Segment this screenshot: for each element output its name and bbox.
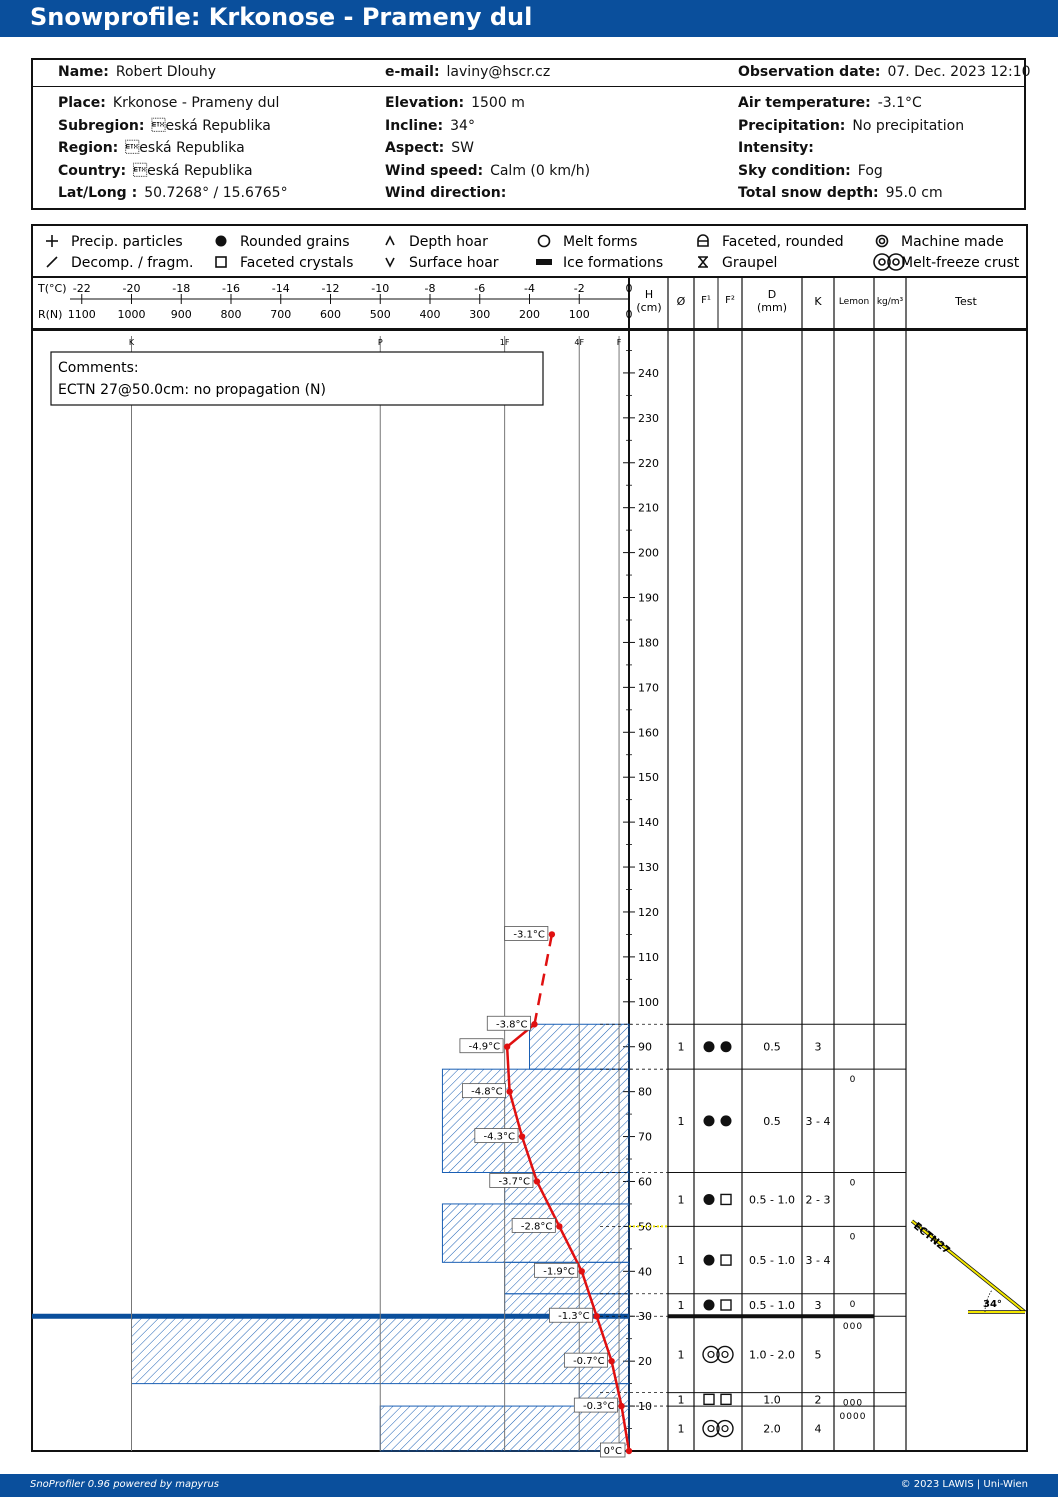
layer-grain-form <box>704 1300 732 1311</box>
temperature-label: -0.7°C <box>573 1356 605 1368</box>
height-tick-label: 40 <box>638 1265 652 1279</box>
layer-grain-form <box>703 1421 733 1437</box>
temperature-label: 0°C <box>603 1446 622 1457</box>
layer-hand-hardness: 3 - 4 <box>805 1114 831 1128</box>
rounded-grain-icon <box>721 1041 732 1052</box>
legend-label: Faceted, rounded <box>722 234 844 250</box>
rounded-grain-icon <box>704 1041 715 1052</box>
graupel <box>698 257 708 267</box>
square <box>216 257 226 267</box>
layer-grain-form <box>704 1255 732 1266</box>
layer-grain-size: 1.0 <box>763 1393 781 1407</box>
temperature-segment <box>534 934 551 1024</box>
layer-wetness: 1 <box>677 1393 685 1407</box>
height-tick-label: 20 <box>638 1355 652 1369</box>
legend-label: Melt forms <box>563 234 638 250</box>
layer-grain-size: 0.5 <box>763 1114 781 1128</box>
temperature-point <box>549 931 555 937</box>
filled-circle-icon <box>216 236 227 247</box>
ram-tick-label: 1100 <box>67 308 96 321</box>
layer-hand-hardness: 2 - 3 <box>805 1193 831 1207</box>
temperature-point <box>608 1358 614 1364</box>
ram-tick-label: 800 <box>220 308 242 321</box>
melt-freeze-icon <box>708 1426 714 1432</box>
layer-lemon-count: 0 <box>849 1232 857 1243</box>
layer-lemon-count: 0 <box>849 1299 857 1310</box>
faceted-crystal-icon <box>721 1255 731 1265</box>
height-tick-label: 180 <box>638 636 659 650</box>
slash <box>47 257 57 267</box>
slash-icon <box>47 257 57 267</box>
temperature-label: -2.8°C <box>520 1221 553 1233</box>
height-tick-label: 50 <box>638 1220 652 1234</box>
temperature-label: -1.3°C <box>558 1311 590 1323</box>
height-tick-label: 80 <box>638 1085 652 1099</box>
layer-wetness: 1 <box>677 1114 685 1128</box>
layer-wetness: 1 <box>677 1348 685 1362</box>
ram-tick-label: 600 <box>320 308 341 321</box>
plus-icon <box>46 235 58 247</box>
layer-hand-hardness: 3 <box>814 1040 822 1054</box>
ram-tick-label: 100 <box>568 308 590 321</box>
temp-tick-label: -6 <box>474 282 486 295</box>
layer-wetness: 1 <box>677 1193 685 1207</box>
open-circle-icon <box>539 236 550 247</box>
page-title: Snowprofile: Krkonose - Prameny dul <box>30 3 533 31</box>
info-field: Country: eská Republika <box>58 162 253 179</box>
ram-tick-label: 200 <box>519 308 540 321</box>
info-field: Wind direction: <box>385 185 507 201</box>
ram-tick-label: 500 <box>369 308 391 321</box>
col-header-density: kg/m³ <box>876 297 904 307</box>
height-tick-label: 210 <box>638 501 659 515</box>
rounded-grain-icon <box>704 1255 715 1266</box>
temp-tick-label: -10 <box>371 282 390 295</box>
col-header-size-unit: (mm) <box>756 301 788 314</box>
faceted-crystal-icon <box>704 1394 714 1404</box>
temp-axis-label: T(°C) <box>38 282 67 295</box>
temperature-point <box>556 1223 562 1229</box>
legend-label: Machine made <box>901 234 1004 250</box>
dot <box>216 236 227 247</box>
info-field: Lat/Long : 50.7268° / 15.6765° <box>58 185 288 201</box>
layer-grain-size: 2.0 <box>763 1422 781 1436</box>
ring <box>539 236 550 247</box>
legend-label: Depth hoar <box>409 234 488 250</box>
faceted-rounded-icon <box>698 235 708 246</box>
caret <box>386 237 394 245</box>
temp-tick-label: -16 <box>222 282 240 295</box>
temp-tick-label: 0 <box>625 282 633 295</box>
height-axis-unit: (cm) <box>636 301 662 314</box>
ram-tick-label: 400 <box>419 308 441 321</box>
faceted-crystal-icon <box>721 1394 731 1404</box>
height-tick-label: 120 <box>638 905 659 919</box>
height-tick-label: 30 <box>638 1310 652 1324</box>
col-header-test: Test <box>955 295 977 308</box>
layer-lemon-count: 000 <box>842 1398 864 1409</box>
temp-tick-label: -18 <box>172 282 191 295</box>
legend-label: Decomp. / fragm. <box>71 255 194 271</box>
col-header-lemon: Lemon <box>838 297 870 307</box>
info-field: Region: eská Republika <box>58 140 245 156</box>
info-field: Precipitation: No precipitation <box>738 117 965 134</box>
hardness-label: 1F <box>499 338 510 347</box>
height-tick-label: 10 <box>638 1400 652 1414</box>
col-header-size: D <box>767 288 777 301</box>
info-field: Incline: 34° <box>385 117 475 134</box>
observer-name: Name: Robert Dlouhy <box>58 64 216 80</box>
height-tick-label: 160 <box>638 726 659 740</box>
caret <box>386 258 394 266</box>
faceted-crystal-icon <box>721 1300 731 1310</box>
melt-freeze-icon <box>874 254 904 270</box>
facet-round <box>698 235 708 246</box>
info-field: Place: Krkonose - Prameny dul <box>58 95 280 111</box>
mf-c <box>879 259 885 265</box>
height-tick-label: 130 <box>638 861 659 875</box>
temp-tick-label: -14 <box>271 282 290 295</box>
temperature-label: -4.8°C <box>471 1086 503 1098</box>
temperature-point <box>506 1088 512 1094</box>
legend-label: Graupel <box>722 255 778 271</box>
footer-copyright: © 2023 LAWIS | Uni-Wien <box>900 1479 1028 1490</box>
legend-label: Precip. particles <box>71 234 183 250</box>
comments-text: ECTN 27@50.0cm: no propagation (N) <box>58 382 326 398</box>
layer-grain-form <box>703 1346 733 1362</box>
layer-lemon-count: 0 <box>849 1178 857 1189</box>
col-header-form1: F¹ <box>701 295 711 306</box>
layer-grain-size: 0.5 <box>763 1040 781 1054</box>
temp-tick-label: -12 <box>321 282 340 295</box>
height-tick-label: 100 <box>638 995 659 1009</box>
observation-date: Observation date: 07. Dec. 2023 12:10 <box>738 64 1031 80</box>
layer-grain-form <box>704 1041 732 1052</box>
height-tick-label: 190 <box>638 591 659 605</box>
melt-freeze-icon <box>722 1426 728 1432</box>
info-field: Elevation: 1500 m <box>385 95 525 111</box>
slope-angle-label: 34° <box>983 1299 1002 1310</box>
observer-email: e-mail: laviny@hscr.cz <box>385 64 551 80</box>
temperature-point <box>519 1133 525 1139</box>
rounded-grain-icon <box>704 1194 715 1205</box>
temperature-point <box>593 1313 599 1319</box>
height-tick-label: 90 <box>638 1040 652 1054</box>
layer-wetness: 1 <box>677 1040 685 1054</box>
layer-grain-size: 0.5 - 1.0 <box>749 1254 795 1268</box>
layer-lemon-count: 0000 <box>839 1412 867 1423</box>
temperature-point <box>618 1403 624 1409</box>
temp-tick-label: -8 <box>424 282 436 295</box>
height-tick-label: 70 <box>638 1130 652 1144</box>
temperature-point <box>534 1178 540 1184</box>
layer-grain-form <box>704 1194 732 1205</box>
info-field: Subregion: eská Republika <box>58 117 271 134</box>
hardness-label: F <box>616 338 622 347</box>
info-field: Intensity: <box>738 140 814 156</box>
caret-up-icon <box>386 237 394 245</box>
layer-wetness: 1 <box>677 1422 685 1436</box>
temperature-label: -0.3°C <box>583 1401 615 1413</box>
footer <box>0 1474 1058 1497</box>
graupel-icon <box>698 257 708 267</box>
layer-grain-size: 0.5 - 1.0 <box>749 1193 795 1207</box>
faceted-crystal-icon <box>721 1194 731 1204</box>
temp-tick-label: -22 <box>72 282 91 295</box>
temperature-point <box>626 1448 632 1454</box>
info-field: Wind speed: Calm (0 km/h) <box>385 162 591 179</box>
concentric-circle-icon <box>877 236 888 247</box>
ram-tick-label: 300 <box>469 308 491 321</box>
temperature-label: -3.1°C <box>513 929 545 941</box>
layer-wetness: 1 <box>677 1299 685 1313</box>
height-tick-label: 150 <box>638 771 659 785</box>
test-name-label: ECTN27 <box>911 1220 952 1257</box>
temperature-label: -3.7°C <box>498 1176 530 1188</box>
melt-freeze-icon <box>722 1351 728 1357</box>
hardness-bar <box>442 1204 629 1262</box>
layer-hand-hardness: 3 <box>814 1299 822 1313</box>
rounded-grain-icon <box>721 1115 732 1126</box>
height-tick-label: 140 <box>638 816 659 830</box>
height-tick-label: 110 <box>638 950 659 964</box>
layer-hand-hardness: 5 <box>814 1348 822 1362</box>
info-field: Total snow depth: 95.0 cm <box>738 185 943 201</box>
mf-d <box>893 259 899 265</box>
temperature-label: -4.9°C <box>468 1041 501 1053</box>
temperature-point <box>504 1044 510 1050</box>
col-header-k: K <box>814 295 822 308</box>
height-tick-label: 60 <box>638 1175 652 1189</box>
ram-axis-label: R(N) <box>38 308 63 321</box>
height-tick-label: 170 <box>638 681 659 695</box>
ram-tick-label: 1000 <box>117 308 146 321</box>
comments-title: Comments: <box>58 360 139 376</box>
ram-tick-label: 900 <box>170 308 192 321</box>
layer-lemon-count: 000 <box>842 1322 864 1333</box>
legend-label: Melt-freeze crust <box>901 255 1020 271</box>
legend-label: Ice formations <box>563 255 664 271</box>
temperature-label: -3.8°C <box>495 1019 528 1031</box>
info-field: Sky condition: Fog <box>738 162 883 179</box>
bar <box>536 259 552 265</box>
temperature-label: -4.3°C <box>483 1131 516 1143</box>
open-square-icon <box>216 257 226 267</box>
layer-grain-form <box>704 1115 732 1126</box>
rounded-grain-icon <box>704 1300 715 1311</box>
layer-grain-size: 0.5 - 1.0 <box>749 1299 795 1313</box>
temp-tick-label: -2 <box>573 282 585 295</box>
layer-grain-form <box>704 1394 731 1404</box>
height-tick-label: 220 <box>638 456 659 470</box>
temperature-point <box>531 1021 537 1027</box>
layer-hand-hardness: 4 <box>814 1422 822 1436</box>
legend-label: Surface hoar <box>409 255 499 271</box>
layer-hand-hardness: 2 <box>814 1393 822 1407</box>
col-header-wetness: Ø <box>676 295 686 308</box>
layer-lemon-count: 0 <box>849 1075 857 1086</box>
ram-tick-label: 700 <box>270 308 292 321</box>
temp-tick-label: -20 <box>122 282 141 295</box>
layer-grain-size: 1.0 - 2.0 <box>749 1348 795 1362</box>
legend-label: Faceted crystals <box>240 255 354 271</box>
height-axis-label: H <box>644 288 654 301</box>
filled-bar-icon <box>536 259 552 265</box>
temperature-point <box>579 1268 585 1274</box>
temp-tick-label: -4 <box>524 282 535 295</box>
melt-freeze-icon <box>708 1351 714 1357</box>
height-tick-label: 200 <box>638 546 659 560</box>
info-field: Air temperature: -3.1°C <box>738 95 922 111</box>
ring-outer <box>877 236 888 247</box>
hardness-label: 4F <box>574 338 585 347</box>
layer-hand-hardness: 3 - 4 <box>805 1254 831 1268</box>
rounded-grain-icon <box>704 1115 715 1126</box>
col-header-form2: F² <box>725 295 735 306</box>
ring-inner <box>880 239 885 244</box>
legend-label: Rounded grains <box>240 234 350 250</box>
caret-down-icon <box>386 258 394 266</box>
temperature-label: -1.9°C <box>543 1266 575 1278</box>
footer-software: SnoProfiler 0.96 powered by mapyrus <box>30 1479 220 1490</box>
info-field: Aspect: SW <box>385 140 475 156</box>
hardness-label: P <box>377 338 383 347</box>
ram-tick-label: 0 <box>625 308 633 321</box>
height-tick-label: 240 <box>638 366 659 380</box>
height-tick-label: 230 <box>638 411 659 425</box>
layer-wetness: 1 <box>677 1254 685 1268</box>
hardness-label: K <box>128 338 135 347</box>
